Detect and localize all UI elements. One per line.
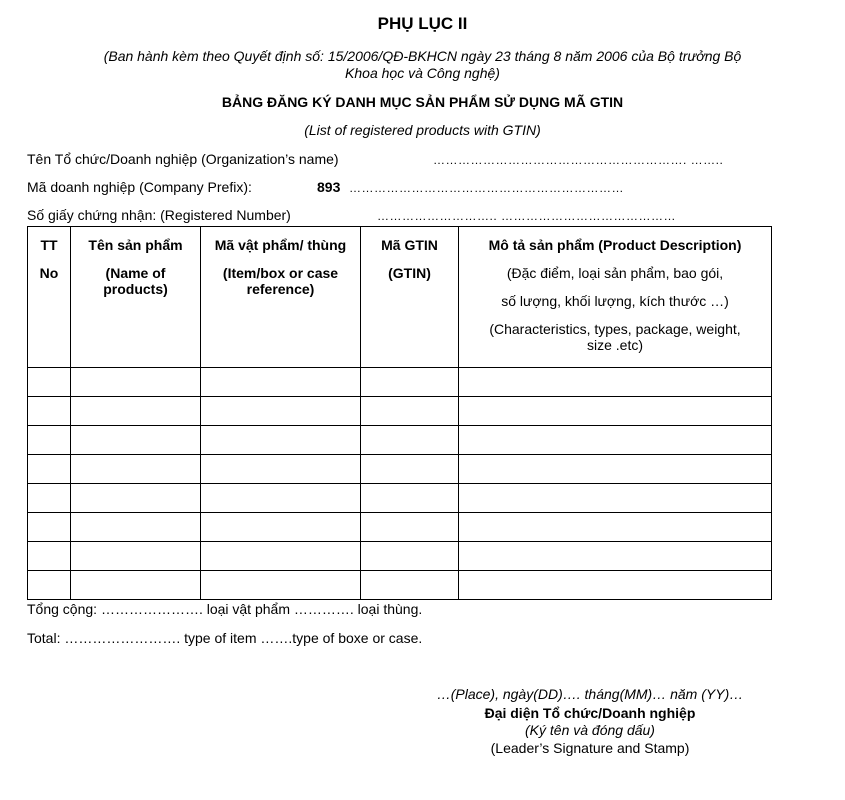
table-cell[interactable] bbox=[201, 571, 361, 600]
table-cell[interactable] bbox=[71, 484, 201, 513]
table-cell[interactable] bbox=[201, 368, 361, 397]
table-cell[interactable] bbox=[28, 571, 71, 600]
header-no-vi: TT bbox=[40, 237, 58, 253]
header-description-title: Mô tả sản phẩm (Product Description) bbox=[488, 237, 742, 253]
table-row bbox=[28, 397, 772, 426]
header-gtin-vi: Mã GTIN bbox=[381, 237, 438, 253]
table-row bbox=[28, 368, 772, 397]
table-row bbox=[28, 513, 772, 542]
registered-number-label: Số giấy chứng nhận: (Registered Number) bbox=[27, 207, 291, 223]
table-cell[interactable] bbox=[459, 368, 772, 397]
header-no bbox=[28, 227, 71, 368]
table-row bbox=[28, 542, 772, 571]
table-cell[interactable] bbox=[71, 368, 201, 397]
table-cell[interactable] bbox=[459, 513, 772, 542]
products-table bbox=[27, 226, 772, 600]
table-cell[interactable] bbox=[201, 397, 361, 426]
registered-number-dots: ……………………….. …………………………………… bbox=[377, 209, 677, 223]
header-description-en-1: (Characteristics, types, package, weight, bbox=[489, 321, 741, 337]
place-date-line: …(Place), ngày(DD)…. tháng(MM)… năm (YY)… bbox=[436, 686, 744, 702]
company-prefix-value: 893 bbox=[317, 179, 341, 195]
table-cell[interactable] bbox=[459, 455, 772, 484]
decree-note-line-1: (Ban hành kèm theo Quyết định số: 15/2006/QĐ-BKHCN ngày 23 tháng 8 năm 2006 của Bộ trưởng Bộ bbox=[103, 48, 742, 64]
table-cell[interactable] bbox=[28, 455, 71, 484]
appendix-title: PHỤ LỤC II bbox=[377, 14, 468, 33]
table-cell[interactable] bbox=[361, 484, 459, 513]
header-description-en-2: size .etc) bbox=[586, 337, 643, 353]
table-cell[interactable] bbox=[459, 484, 772, 513]
table-cell[interactable] bbox=[459, 426, 772, 455]
header-no-en: No bbox=[39, 265, 59, 281]
table-cell[interactable] bbox=[71, 542, 201, 571]
table-cell[interactable] bbox=[201, 426, 361, 455]
signature-note-vi: (Ký tên và đóng dấu) bbox=[525, 722, 655, 738]
header-item-reference-en-2: reference) bbox=[246, 281, 315, 297]
header-description bbox=[459, 227, 772, 368]
table-cell[interactable] bbox=[361, 368, 459, 397]
signature-note-en: (Leader’s Signature and Stamp) bbox=[490, 740, 690, 756]
table-cell[interactable] bbox=[71, 571, 201, 600]
total-line-vi: Tổng cộng: …………………. loại vật phẩm …………. loại thùng. bbox=[27, 601, 423, 617]
total-line-en: Total: ……………………. type of item …….type of boxe or case. bbox=[27, 630, 423, 646]
header-description-vi-1: (Đặc điểm, loại sản phẩm, bao gói, bbox=[506, 265, 724, 281]
table-header-row bbox=[28, 227, 772, 368]
header-gtin bbox=[361, 227, 459, 368]
table-cell[interactable] bbox=[28, 368, 71, 397]
header-item-reference-en-1: (Item/box or case bbox=[222, 265, 339, 281]
organization-label: Tên Tổ chức/Doanh nghiệp (Organization’s name) bbox=[27, 151, 339, 167]
table-row bbox=[28, 484, 772, 513]
table-cell[interactable] bbox=[361, 426, 459, 455]
company-prefix-label: Mã doanh nghiệp (Company Prefix): bbox=[27, 179, 252, 195]
table-cell[interactable] bbox=[201, 455, 361, 484]
table-cell[interactable] bbox=[361, 397, 459, 426]
table-cell[interactable] bbox=[71, 513, 201, 542]
table-cell[interactable] bbox=[28, 542, 71, 571]
form-heading: BẢNG ĐĂNG KÝ DANH MỤC SẢN PHẨM SỬ DỤNG MÃ GTIN bbox=[221, 94, 624, 110]
table-cell[interactable] bbox=[201, 542, 361, 571]
header-gtin-en: (GTIN) bbox=[388, 265, 431, 281]
table-row bbox=[28, 571, 772, 600]
table-cell[interactable] bbox=[71, 455, 201, 484]
representative-title: Đại diện Tổ chức/Doanh nghiệp bbox=[484, 705, 696, 721]
table-cell[interactable] bbox=[361, 513, 459, 542]
table-cell[interactable] bbox=[28, 484, 71, 513]
table-cell[interactable] bbox=[361, 571, 459, 600]
table-cell[interactable] bbox=[361, 542, 459, 571]
decree-note-line-2: Khoa học và Công nghệ) bbox=[345, 65, 500, 81]
table-cell[interactable] bbox=[459, 571, 772, 600]
form-subheading: (List of registered products with GTIN) bbox=[304, 122, 541, 138]
table-cell[interactable] bbox=[28, 397, 71, 426]
header-description-vi-2: số lượng, khối lượng, kích thước …) bbox=[501, 293, 729, 309]
company-prefix-dots: ………………………………………………………… bbox=[349, 181, 624, 195]
header-product-name-vi: Tên sản phẩm bbox=[88, 237, 183, 253]
table-cell[interactable] bbox=[201, 513, 361, 542]
header-product-name bbox=[71, 227, 201, 368]
table-cell[interactable] bbox=[459, 397, 772, 426]
header-product-name-en-2: products) bbox=[103, 281, 168, 297]
organization-dots: ……………………………………………………. …….. bbox=[433, 153, 724, 167]
header-item-reference-vi: Mã vật phẩm/ thùng bbox=[214, 237, 347, 253]
table-cell[interactable] bbox=[71, 397, 201, 426]
table-cell[interactable] bbox=[459, 542, 772, 571]
table-cell[interactable] bbox=[28, 513, 71, 542]
header-item-reference bbox=[201, 227, 361, 368]
table-row bbox=[28, 455, 772, 484]
table-cell[interactable] bbox=[71, 426, 201, 455]
table-cell[interactable] bbox=[201, 484, 361, 513]
table-cell[interactable] bbox=[28, 426, 71, 455]
header-product-name-en-1: (Name of bbox=[105, 265, 166, 281]
table-cell[interactable] bbox=[361, 455, 459, 484]
table-row bbox=[28, 426, 772, 455]
